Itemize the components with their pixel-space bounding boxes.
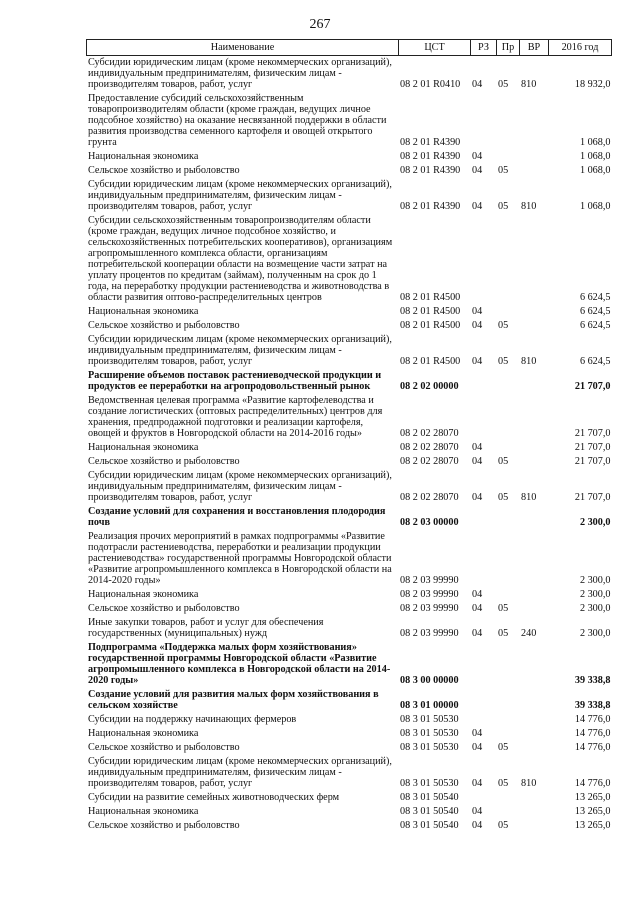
row-vr — [520, 150, 549, 164]
row-code: 08 2 03 99990 — [400, 603, 459, 614]
table-row — [87, 178, 612, 214]
row-amount: 14 776,0 — [574, 778, 611, 789]
table-header — [87, 40, 612, 56]
row-vr — [520, 791, 549, 805]
row-code: 08 2 01 R4500 — [400, 292, 461, 303]
row-name: Субсидии сельскохозяйственным товаропроизводителям области (кроме граждан, ведущих личное подсобное хозяйство, и сельскохозяйственных потребительских кооперативов), организациям агропромышленного комплекса области, организациям потребительской кооперации области на возмещение части затрат на уплату процентов по кредитам (займам), полученным на срок до 1 года, на переработку продукции растениеводства и животноводства в области развития оптово-распределительных центров — [88, 215, 393, 303]
row-amount: 1 068,0 — [579, 201, 611, 212]
row-vr — [520, 688, 549, 713]
row-rz: 04 — [472, 589, 483, 600]
row-name: Субсидии на поддержку начинающих фермеров — [88, 714, 297, 725]
row-code: 08 2 01 R4500 — [400, 320, 461, 331]
row-code: 08 3 01 50530 — [400, 714, 459, 725]
row-amount: 21 707,0 — [574, 492, 611, 503]
row-name: Создание условий для развития малых форм хозяйствования в сельском хозяйстве — [88, 689, 379, 711]
row-vr: 810 — [521, 201, 537, 212]
table-row — [87, 56, 612, 93]
row-code: 08 3 01 00000 — [400, 700, 459, 711]
row-amount: 18 932,0 — [574, 79, 611, 90]
row-name: Национальная экономика — [88, 306, 199, 317]
row-pr — [497, 214, 520, 305]
budget-table — [86, 39, 612, 833]
row-vr — [520, 319, 549, 333]
row-rz: 04 — [472, 456, 483, 467]
row-code: 08 2 01 R4390 — [400, 151, 461, 162]
row-name: Национальная экономика — [88, 728, 199, 739]
row-amount: 6 624,5 — [579, 306, 611, 317]
row-rz — [471, 505, 497, 530]
header-name: Наименование — [87, 40, 399, 56]
row-rz: 04 — [472, 603, 483, 614]
row-code: 08 2 02 00000 — [400, 381, 459, 392]
row-pr: 05 — [498, 320, 509, 331]
table-row — [87, 588, 612, 602]
table-row — [87, 150, 612, 164]
row-pr — [497, 805, 520, 819]
row-amount: 1 068,0 — [579, 137, 611, 148]
row-pr — [497, 150, 520, 164]
row-pr — [497, 369, 520, 394]
row-amount: 13 265,0 — [574, 792, 611, 803]
table-row — [87, 469, 612, 505]
row-pr: 05 — [498, 742, 509, 753]
row-vr — [520, 369, 549, 394]
table-row — [87, 394, 612, 441]
row-rz: 04 — [472, 492, 483, 503]
table-row — [87, 741, 612, 755]
row-name: Национальная экономика — [88, 806, 199, 817]
row-amount: 2 300,0 — [579, 603, 611, 614]
row-vr — [520, 588, 549, 602]
row-pr: 05 — [498, 456, 509, 467]
row-vr — [520, 305, 549, 319]
row-name: Создание условий для сохранения и восстановления плодородия почв — [88, 506, 386, 528]
header-amount: 2016 год — [549, 40, 612, 56]
row-code: 08 2 03 00000 — [400, 517, 459, 528]
row-rz: 04 — [472, 165, 483, 176]
table-row — [87, 441, 612, 455]
row-vr — [520, 530, 549, 588]
row-amount: 21 707,0 — [574, 456, 611, 467]
row-amount: 21 707,0 — [574, 442, 611, 453]
row-pr: 05 — [498, 492, 509, 503]
table-row — [87, 713, 612, 727]
row-rz: 04 — [472, 356, 483, 367]
row-amount: 21 707,0 — [574, 428, 611, 439]
row-name: Национальная экономика — [88, 442, 199, 453]
row-name: Субсидии юридическим лицам (кроме некоммерческих организаций), индивидуальным предпринимателям, физическим лицам - производителям товаров, работ, услуг — [88, 756, 392, 789]
row-name: Субсидии юридическим лицам (кроме некоммерческих организаций), индивидуальным предпринимателям, физическим лицам - производителям товаров, работ, услуг — [88, 179, 392, 212]
row-code: 08 2 01 R4390 — [400, 201, 461, 212]
row-rz: 04 — [472, 742, 483, 753]
row-pr — [497, 530, 520, 588]
row-pr: 05 — [498, 79, 509, 90]
row-name: Субсидии юридическим лицам (кроме некоммерческих организаций), индивидуальным предпринимателям, физическим лицам - производителям товаров, работ, услуг — [88, 334, 392, 367]
row-name: Субсидии юридическим лицам (кроме некоммерческих организаций), индивидуальным предпринимателям, физическим лицам - производителям товаров, работ, услуг — [88, 57, 392, 90]
row-pr — [497, 305, 520, 319]
row-code: 08 2 02 28070 — [400, 442, 459, 453]
row-amount: 39 338,8 — [574, 700, 611, 711]
page-number: 267 — [309, 17, 331, 32]
row-pr: 05 — [498, 165, 509, 176]
row-rz — [471, 369, 497, 394]
row-pr — [497, 688, 520, 713]
row-vr — [520, 505, 549, 530]
row-pr: 05 — [498, 201, 509, 212]
header-code: ЦСТ — [399, 40, 471, 56]
row-amount: 2 300,0 — [579, 575, 611, 586]
row-pr — [497, 441, 520, 455]
row-amount: 2 300,0 — [579, 628, 611, 639]
row-pr: 05 — [498, 603, 509, 614]
table-row — [87, 641, 612, 688]
table-row — [87, 819, 612, 833]
row-vr — [520, 394, 549, 441]
row-name: Сельское хозяйство и рыболовство — [88, 456, 240, 467]
row-vr — [520, 455, 549, 469]
row-name: Иные закупки товаров, работ и услуг для обеспечения государственных (муниципальных) нужд — [88, 617, 324, 639]
row-vr — [520, 805, 549, 819]
row-amount: 39 338,8 — [574, 675, 611, 686]
row-pr: 05 — [498, 628, 509, 639]
row-pr — [497, 727, 520, 741]
row-code: 08 3 01 50530 — [400, 778, 459, 789]
row-rz: 04 — [472, 806, 483, 817]
table-row — [87, 319, 612, 333]
row-rz — [471, 530, 497, 588]
row-rz: 04 — [472, 306, 483, 317]
row-vr: 810 — [521, 356, 537, 367]
table-row — [87, 755, 612, 791]
header-rz: РЗ — [471, 40, 497, 56]
row-amount: 14 776,0 — [574, 714, 611, 725]
row-vr — [520, 441, 549, 455]
row-pr — [497, 641, 520, 688]
row-amount: 2 300,0 — [579, 517, 611, 528]
row-rz: 04 — [472, 628, 483, 639]
row-name: Сельское хозяйство и рыболовство — [88, 603, 240, 614]
row-rz: 04 — [472, 151, 483, 162]
row-code: 08 3 01 50540 — [400, 806, 459, 817]
row-amount: 6 624,5 — [579, 320, 611, 331]
row-name: Субсидии на развитие семейных животноводческих ферм — [88, 792, 340, 803]
row-vr — [520, 819, 549, 833]
row-amount: 2 300,0 — [579, 589, 611, 600]
table-body — [87, 56, 612, 834]
row-vr — [520, 641, 549, 688]
row-vr — [520, 214, 549, 305]
table-row — [87, 333, 612, 369]
row-rz — [471, 641, 497, 688]
row-pr — [497, 713, 520, 727]
header-pr: Пр — [497, 40, 520, 56]
row-vr: 810 — [521, 492, 537, 503]
row-code: 08 2 01 R4390 — [400, 165, 461, 176]
row-pr: 05 — [498, 820, 509, 831]
row-rz — [471, 214, 497, 305]
table-row — [87, 602, 612, 616]
table-row — [87, 214, 612, 305]
row-amount: 6 624,5 — [579, 292, 611, 303]
row-name: Расширение объемов поставок растениеводческой продукции и продуктов ее переработки на агропродовольственный рынок — [88, 370, 382, 392]
row-vr: 810 — [521, 79, 537, 90]
table-row — [87, 369, 612, 394]
table-row — [87, 727, 612, 741]
row-pr: 05 — [498, 356, 509, 367]
row-rz: 04 — [472, 79, 483, 90]
row-vr — [520, 164, 549, 178]
row-rz — [471, 394, 497, 441]
row-code: 08 2 03 99990 — [400, 575, 459, 586]
row-vr — [520, 92, 549, 150]
row-pr: 05 — [498, 778, 509, 789]
table-row — [87, 164, 612, 178]
table-row — [87, 616, 612, 641]
row-rz: 04 — [472, 320, 483, 331]
row-rz: 04 — [472, 778, 483, 789]
row-amount: 13 265,0 — [574, 820, 611, 831]
row-name: Национальная экономика — [88, 589, 199, 600]
row-name: Сельское хозяйство и рыболовство — [88, 820, 240, 831]
row-code: 08 3 00 00000 — [400, 675, 459, 686]
row-rz — [471, 688, 497, 713]
row-rz: 04 — [472, 820, 483, 831]
row-code: 08 2 03 99990 — [400, 589, 459, 600]
row-code: 08 2 03 99990 — [400, 628, 459, 639]
row-amount: 13 265,0 — [574, 806, 611, 817]
row-name: Сельское хозяйство и рыболовство — [88, 320, 240, 331]
header-row — [87, 40, 612, 56]
table-row — [87, 688, 612, 713]
table-row — [87, 530, 612, 588]
row-amount: 6 624,5 — [579, 356, 611, 367]
table-row — [87, 305, 612, 319]
table-row — [87, 791, 612, 805]
row-code: 08 2 02 28070 — [400, 428, 459, 439]
row-code: 08 2 01 R4390 — [400, 137, 461, 148]
row-vr: 810 — [521, 778, 537, 789]
row-code: 08 2 01 R4500 — [400, 306, 461, 317]
row-code: 08 2 02 28070 — [400, 456, 459, 467]
row-vr — [520, 727, 549, 741]
row-vr — [520, 741, 549, 755]
row-code: 08 3 01 50540 — [400, 820, 459, 831]
row-name: Национальная экономика — [88, 151, 199, 162]
table-row — [87, 455, 612, 469]
row-name: Ведомственная целевая программа «Развитие картофелеводства и создание логистических (оптовых распределительных) центров для хранения, предпродажной подготовки и реализации картофеля, овощей и фруктов в Новгородской области на 2014-2016 годы» — [88, 395, 383, 439]
row-rz: 04 — [472, 442, 483, 453]
row-name: Подпрограмма «Поддержка малых форм хозяйствования» государственной программы Новгородской области «Развитие агропромышленного комплекса в Новгородской области на 2014-2020 годы» — [88, 642, 391, 686]
row-name: Субсидии юридическим лицам (кроме некоммерческих организаций), индивидуальным предпринимателям, физическим лицам - производителям товаров, работ, услуг — [88, 470, 392, 503]
row-code: 08 2 01 R0410 — [400, 79, 461, 90]
row-pr — [497, 92, 520, 150]
row-name: Реализация прочих мероприятий в рамках подпрограммы «Развитие подотрасли растениеводства, переработки и реализации продукции растениеводства» государственной программы Новгородской области «Развитие агропромышленного комплекса в Новгородской области на 2014-2020 годы» — [88, 531, 392, 586]
row-pr — [497, 588, 520, 602]
row-vr: 240 — [521, 628, 537, 639]
row-rz: 04 — [472, 728, 483, 739]
row-amount: 14 776,0 — [574, 728, 611, 739]
header-vr: ВР — [520, 40, 549, 56]
row-rz: 04 — [472, 201, 483, 212]
row-vr — [520, 602, 549, 616]
table-row — [87, 505, 612, 530]
row-name: Сельское хозяйство и рыболовство — [88, 165, 240, 176]
row-rz — [471, 713, 497, 727]
table-row — [87, 92, 612, 150]
row-vr — [520, 713, 549, 727]
row-name: Сельское хозяйство и рыболовство — [88, 742, 240, 753]
table-row — [87, 805, 612, 819]
row-amount: 1 068,0 — [579, 151, 611, 162]
row-amount: 21 707,0 — [574, 381, 611, 392]
row-code: 08 3 01 50530 — [400, 742, 459, 753]
row-pr — [497, 791, 520, 805]
row-amount: 1 068,0 — [579, 165, 611, 176]
row-rz — [471, 92, 497, 150]
row-name: Предоставление субсидий сельскохозяйственным товаропроизводителям области (кроме граждан, ведущих личное подсобное хозяйство) на оказание несвязанной поддержки в области развития производства семенного картофеля и овощей открытого грунта — [88, 93, 387, 148]
row-pr — [497, 505, 520, 530]
row-pr — [497, 394, 520, 441]
row-code: 08 3 01 50540 — [400, 792, 459, 803]
row-code: 08 2 01 R4500 — [400, 356, 461, 367]
row-rz — [471, 791, 497, 805]
row-amount: 14 776,0 — [574, 742, 611, 753]
row-code: 08 3 01 50530 — [400, 728, 459, 739]
row-code: 08 2 02 28070 — [400, 492, 459, 503]
